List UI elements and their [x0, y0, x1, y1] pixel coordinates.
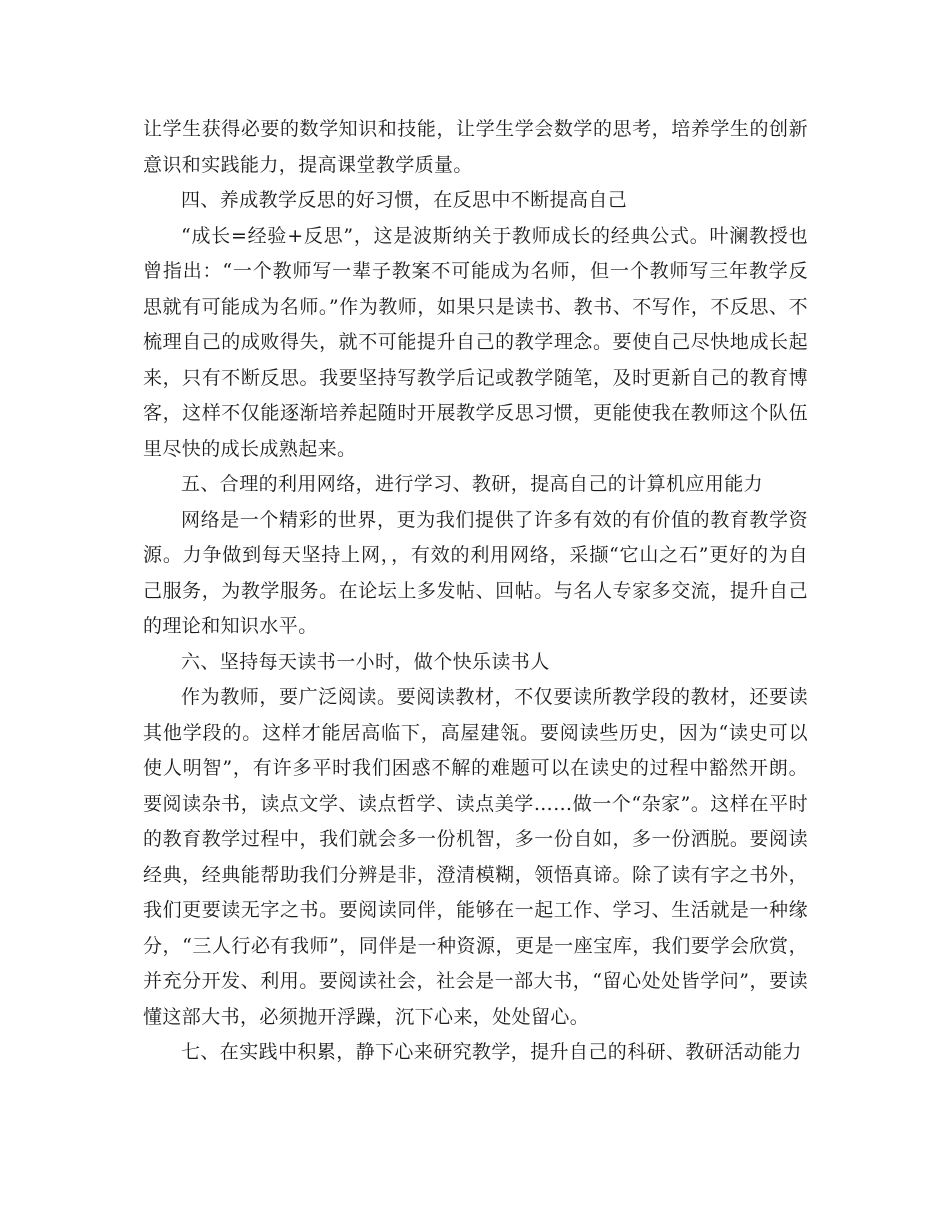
paragraph-reading: 作为教师，要广泛阅读。要阅读教材，不仅要读所教学段的教材，还要读其他学段的。这样才能居高临下，高屋建瓴。要阅读些历史，因为“读史可以使人明智”，有许多平时我们困惑不解的难题可以在读史的过程中豁然开朗。要阅读杂书，读点文学、读点哲学、读点美学……做一个“杂家”。这样在平时的教育教学过程中，我们就会多一份机智，多一份自如，多一份洒脱。要阅读经典，经典能帮助我们分辨是非，澄清模糊，领悟真谛。除了读有字之书外，我们更要读无字之书。要阅读同伴，能够在一起工作、学习、生活就是一种缘分，“三人行必有我师”，同伴是一种资源，更是一座宝库，我们要学会欣赏，并充分开发、利用。要阅读社会，社会是一部大书，“留心处处皆学问”，要读懂这部大书，必须抛开浮躁，沉下心来，处处留心。 — [143, 686, 808, 1028]
section-heading-network: 五、合理的利用网络，进行学习、教研，提高自己的计算机应用能力 — [181, 473, 764, 495]
section-heading-reflection: 四、养成教学反思的好习惯，在反思中不断提高自己 — [181, 189, 628, 211]
section-heading-reading: 六、坚持每天读书一小时，做个快乐读书人 — [181, 650, 550, 673]
section-heading-research: 七、在实践中积累，静下心来研究教学，提升自己的科研、教研活动能力 — [181, 1041, 802, 1063]
document-body — [143, 112, 808, 1071]
paragraph-reflection: “成长=经验+反思”，这是波斯纳关于教师成长的经典公式。叶澜教授也曾指出：“一个教师写一辈子教案不可能成为名师，但一个教师写三年教学反思就有可能成为名师。”作为教师，如果只是读书、教书、不写作，不反思、不梳理自己的成败得失，就不可能提升自己的教学理念。要使自己尽快地成长起来，只有不断反思。我要坚持写教学后记或教学随笔，及时更新自己的教育博客，这样不仅能逐渐培养起随时开展教学反思习惯，更能使我在教师这个队伍里尽快的成长成熟起来。 — [143, 224, 808, 460]
paragraph-network: 网络是一个精彩的世界，更为我们提供了许多有效的有价值的教育教学资源。力争做到每天坚持上网，，有效的利用网络，采撷“它山之石”更好的为自己服务，为教学服务。在论坛上多发帖、回帖。与名人专家多交流，提升自己的理论和知识水平。 — [143, 508, 808, 637]
paragraph-continuation: 让学生获得必要的数学知识和技能，让学生学会数学的思考，培养学生的创新意识和实践能力，提高课堂教学质量。 — [143, 118, 808, 176]
